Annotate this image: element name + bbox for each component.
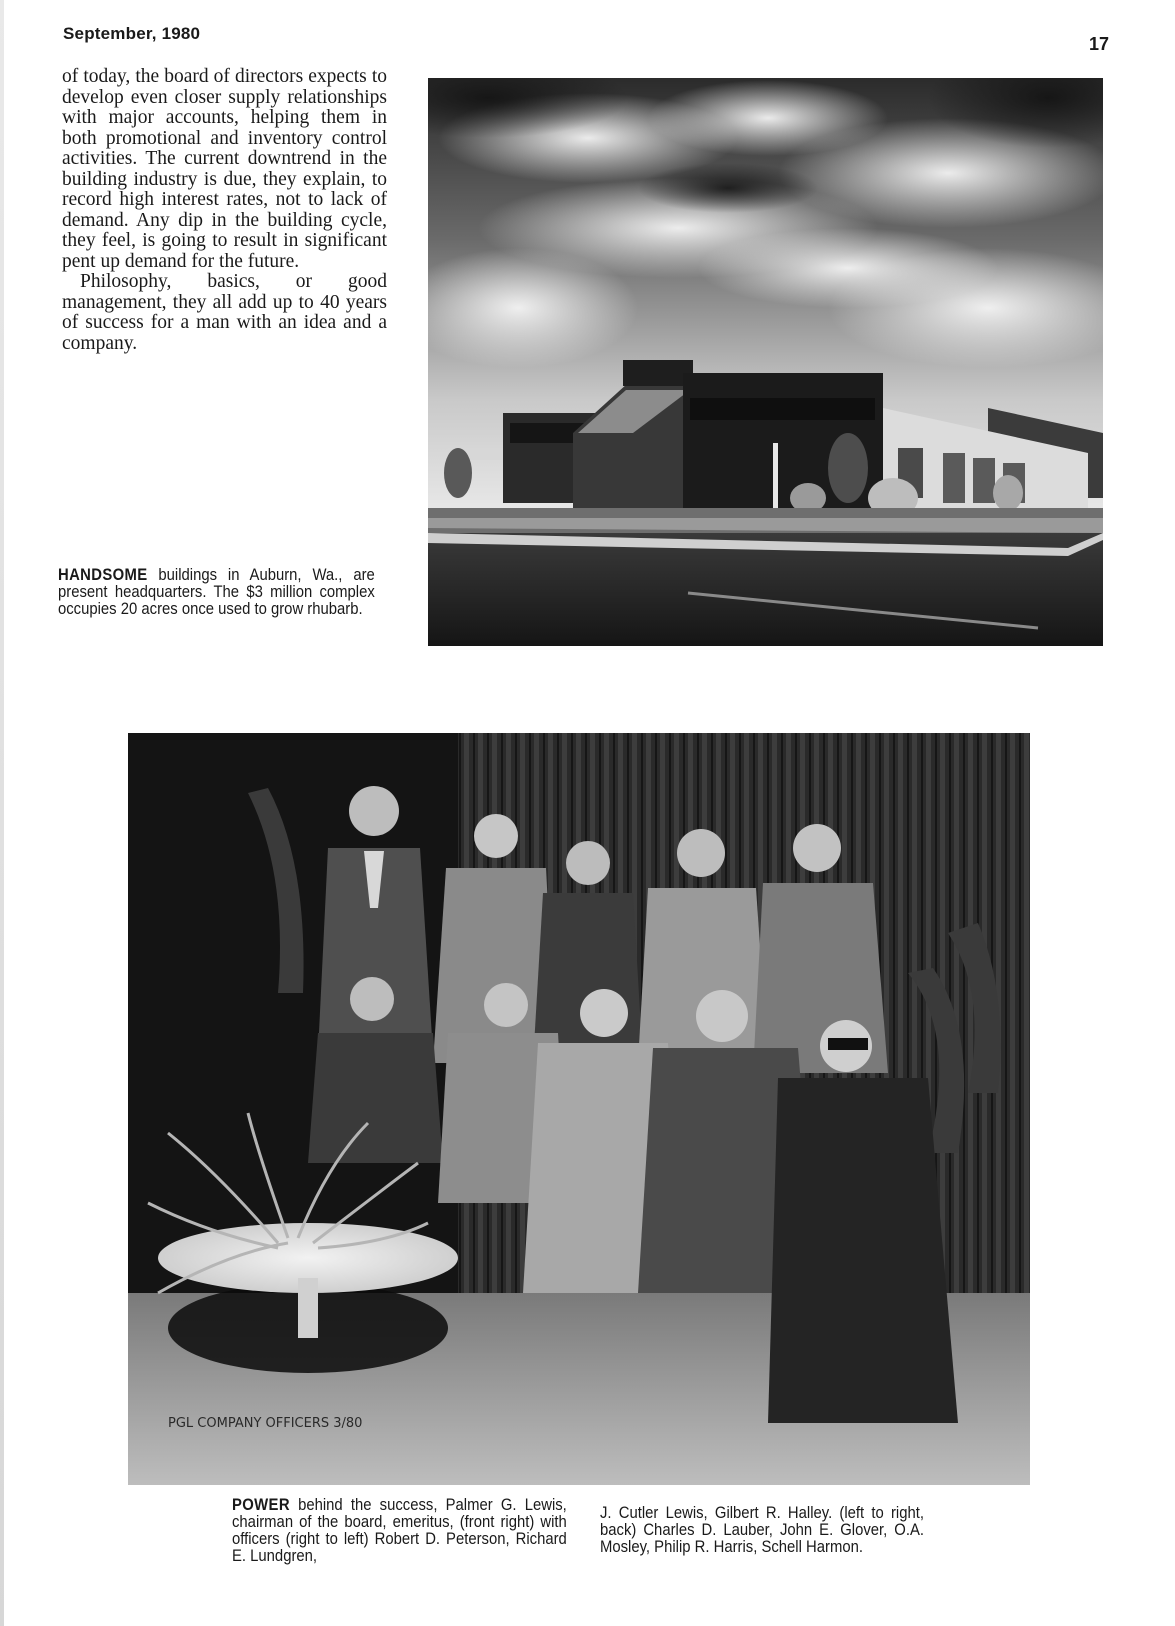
- page-number: 17: [1089, 34, 1110, 54]
- caption-text: behind the success, Palmer G. Lewis, chairman of the board, emeritus, (front right) with officers (right to left) Robert D. Peterson, Richard E. Lundgren,: [232, 1496, 567, 1565]
- article-paragraph: Philosophy, basics, or good management, they all add up to 40 years of success for a man with an idea and a company.: [62, 271, 387, 354]
- article-body: [62, 67, 387, 354]
- caption-text: buildings in Auburn, Wa., are present headquarters. The $3 million complex occupies 20 acres once used to grow rhubarb.: [58, 566, 375, 618]
- officers-caption-left: [232, 1497, 567, 1565]
- officers-photo: [128, 733, 1030, 1485]
- building-caption: [58, 567, 375, 618]
- officers-caption-right: [600, 1505, 924, 1556]
- handwritten-photo-label: PGL COMPANY OFFICERS 3/80: [168, 1416, 363, 1431]
- page-edge: [0, 0, 4, 1626]
- article-paragraph: of today, the board of directors expects to develop even closer supply relationships with major accounts, helping them in both promotional and inventory control activities. The current downtrend in the building industry is due, they explain, to record high interest rates, not to lack of demand. Any dip in the building cycle, they feel, is going to result in significant pent up demand for the future.: [62, 66, 387, 272]
- caption-lead: HANDSOME: [58, 566, 148, 584]
- building-photo: [428, 78, 1103, 646]
- header-date: September, 1980: [63, 24, 201, 43]
- caption-text: J. Cutler Lewis, Gilbert R. Halley. (left to right, back) Charles D. Lauber, John E. Glover, O.A. Mosley, Philip R. Harris, Schell Harmon.: [600, 1504, 924, 1556]
- caption-lead: POWER: [232, 1496, 290, 1514]
